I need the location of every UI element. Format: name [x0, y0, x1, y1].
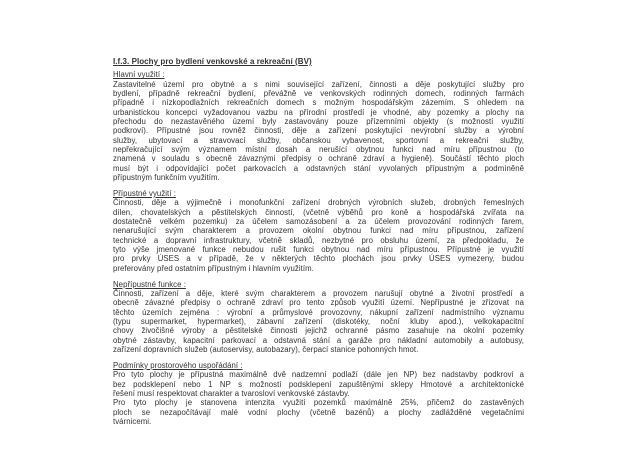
text-line: obecně závazné předpisy o ochraně zdraví pro tento způsob využití území. Nepřípustné je zřizovat na	[113, 298, 524, 308]
text-line: urbanistickou koncepci vyžadovanou vazbu na přírodní prostředí je vhodné, aby pozemky a plochy na	[113, 107, 524, 117]
section-heading: Přípustné využití :	[113, 188, 176, 198]
section-hlavni-vyuziti	[113, 70, 524, 182]
text-line: nenarušující svým charakterem a provozem okolní obytnou funkci nad míru přípustnou, zařízení	[113, 226, 524, 236]
text-line: Činnosti, zařízení a děje, které svým charakterem a provozem narušují obytné a životní prostředí a	[113, 288, 524, 298]
text-line: přípustným funkčním využitím.	[113, 173, 220, 183]
text-line: musí být i odpovídající počet parkovacích a odstavných stání vyvolaných přípustným a podmíněně	[113, 163, 524, 173]
paragraph	[113, 370, 524, 398]
text-line: zařízení dopravních služeb (autoservisy, autobazary), čerpací stanice pohonných hmot.	[113, 344, 419, 354]
text-line: tyto výše jmenované funkce nebudou rušit funkci obytnou nad míru přípustnou. Přípustné je využití	[113, 245, 524, 255]
paragraph	[113, 80, 524, 183]
text-line: tvárnicemi.	[113, 416, 152, 426]
section-podminky-prostoroveho-usporadani	[113, 361, 524, 426]
text-line: znamená v souladu s obecně závaznými předpisy o ochraně zdraví a hygieně). Součástí těchto ploch	[113, 154, 524, 164]
text-line: pro prvky ÚSES a v případě, že v některých těchto plochách jsou prvky ÚSES vymezeny, budou	[113, 254, 524, 264]
document-title: I.f.3. Plochy pro bydlení venkovské a rekreační (BV)	[113, 57, 312, 66]
text-line: Pro tyto plochy je přípustná maximálně dvě nadzemní podlaží (dále jen NP) bez nadstavby podkroví a	[113, 370, 524, 380]
text-line: nepřekračující svým významem místní dosah a nerušící obytnou funkci nad míru přípustnou (to	[113, 145, 524, 155]
paragraph	[113, 398, 524, 426]
document-page	[113, 57, 524, 426]
text-line: služby, ubytovací a stravovací služby, občanskou vybavenost, sportovní a rekreační služby,	[113, 135, 524, 145]
section-pripustne-vyuziti	[113, 189, 524, 273]
section-heading: Nepřípustné funkce :	[113, 279, 186, 289]
paragraph	[113, 289, 524, 354]
section-heading: Podmínky prostorového uspořádání :	[113, 360, 243, 370]
text-line: případně i nízkopodlažních rekreačních domech s možným hospodářským zázemím. S ohledem na	[113, 98, 524, 108]
paragraph	[113, 198, 524, 273]
section-nepripustne-funkce	[113, 280, 524, 355]
text-line: obytné zástavby, kapacitní parkovací a odstavná stání a garáže pro nákladní automobily a autobusy,	[113, 335, 524, 345]
text-line: Činnosti, děje a výjimečně i monofunkční zařízení drobných výrobních služeb, drobných řemeslných	[113, 198, 524, 208]
text-line: Zastavitelné území pro obytné a s nimi související zařízení, činnosti a děje poskytující služby pro	[113, 79, 524, 89]
text-line: bydlení, případně rekreační bydlení, převážně ve venkovských rodinných domech, rodinných farmách	[113, 89, 524, 99]
text-line: řešení musí respektovat charakter a tvarosloví venkovské zástavby.	[113, 388, 350, 398]
text-line: dostatečně velkém pozemku) za účelem samozásobení a za účelem provozování rodinných farem,	[113, 217, 524, 226]
text-line: Pro tyto plochy je stanovena intenzita využití pozemků maximálně 25%, přičemž do zastavěných	[113, 398, 524, 408]
text-line: bez podsklepení nebo 1 NP s možností podsklepení zapuštěnými sklepy Hmotové a architektonické	[113, 379, 524, 389]
text-line: technické a dopravní infrastruktury, včetně skladů, nezbytné pro obsluhu území, za předpokladu, že	[113, 235, 524, 245]
section-heading: Hlavní využití :	[113, 70, 165, 80]
text-line: dílen, chovatelských a pěstitelských činností, (včetně výběhů pro koně a hospodářská zvířata na	[113, 207, 524, 217]
text-line: (typu supermarket, hypermarket), zábavní zařízení (diskotéky, noční kluby apod.), velkokapacitní	[113, 316, 524, 326]
text-line: těchto územích zejména : výrobní a průmyslové provozovny, nákupní zařízení nadmístního významu	[113, 307, 524, 317]
text-line: ploch se nezapočítávají malé vodní plochy (včetně bazénů) a plochy zadlážděné vegetačními	[113, 407, 524, 417]
text-line: preferovány před ostatním přípustným i hlavním využitím.	[113, 263, 314, 273]
text-line: podkroví). Přípustné jsou rovněž činnosti, děje a zařízení poskytující nevýrobní služby a výrobní	[113, 126, 524, 136]
text-line: chovy živočišné výroby a pěstitelské činnosti jejichž ochranné pásmo zasahuje na okolní pozemky	[113, 326, 524, 336]
text-line: přechodu do nezastavěného území byly zastavovány pouze přízemními objekty (s možností využití	[113, 117, 524, 127]
